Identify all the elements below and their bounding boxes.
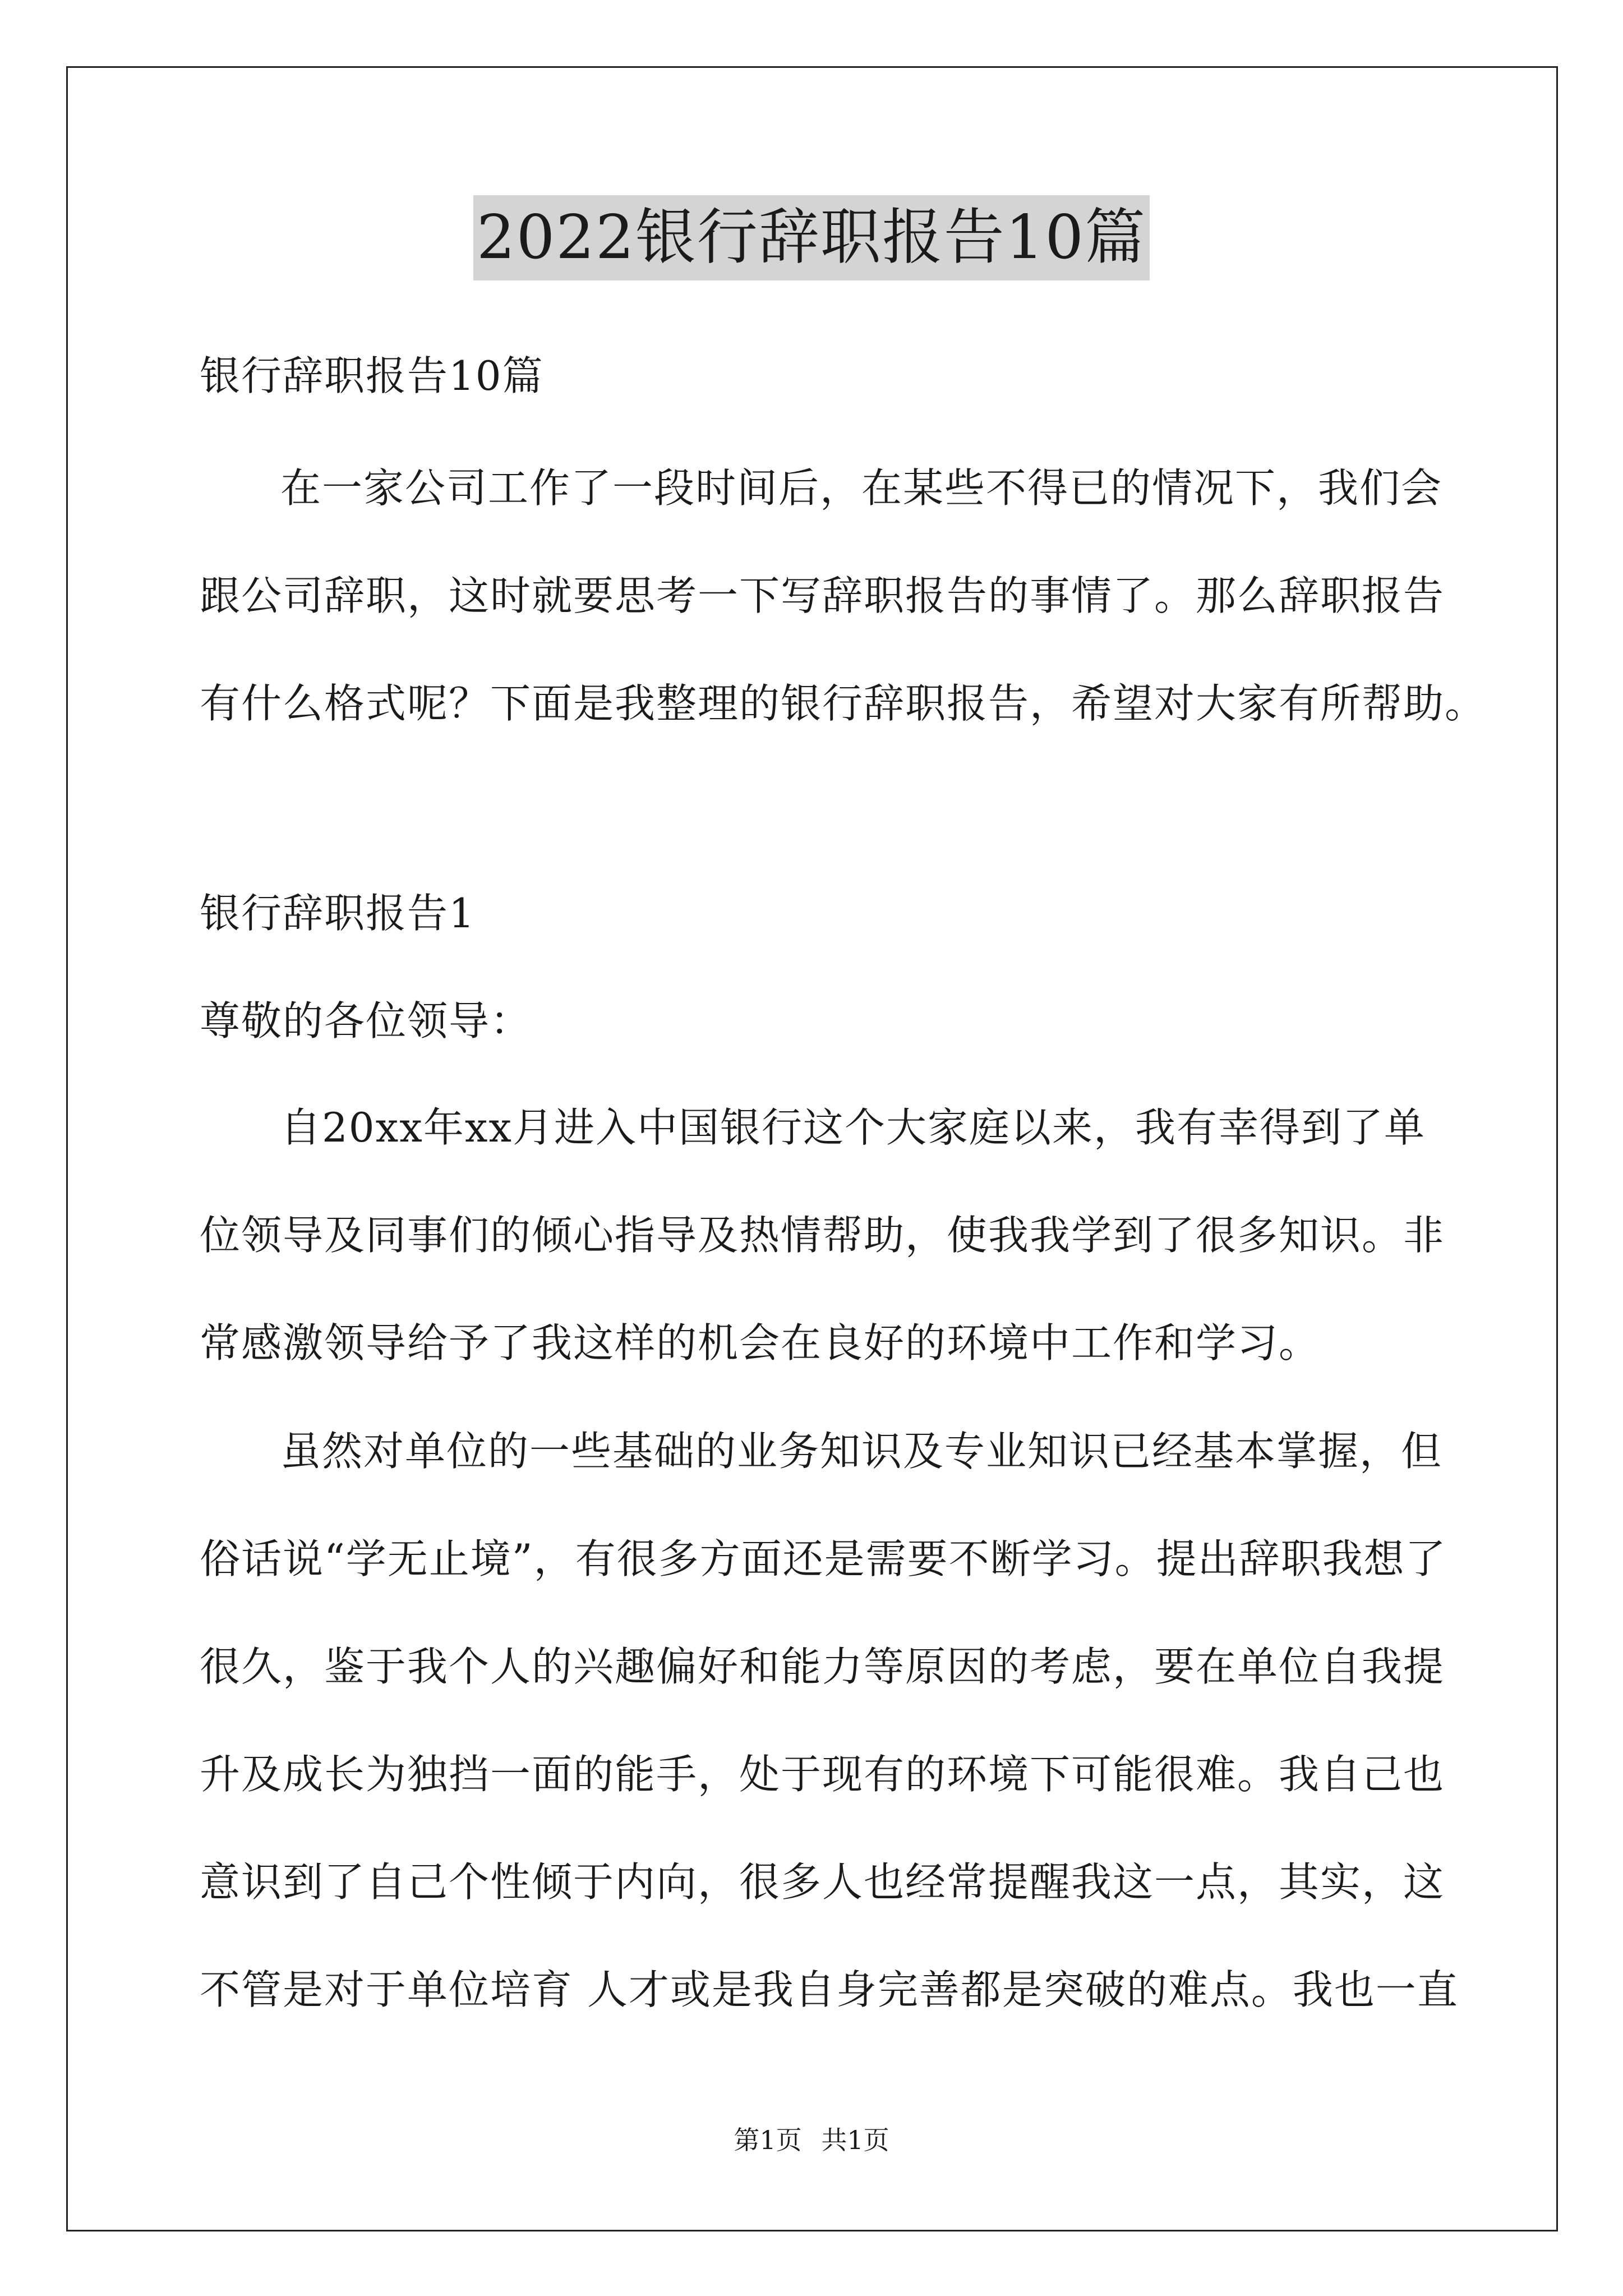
- paragraph-line: 升及成长为独挡一面的能手，处于现有的环境下可能很难。我自己也: [200, 1751, 1445, 1798]
- page-total: 共1页: [821, 2125, 889, 2155]
- paragraph-line: 常感激领导给予了我这样的机会在良好的环境中工作和学习。: [200, 1319, 1321, 1366]
- paragraph-line: 俗话说“学无止境”，有很多方面还是需要不断学习。提出辞职我想了: [200, 1535, 1447, 1582]
- document-title: 2022银行辞职报告10篇: [473, 195, 1150, 280]
- paragraph-line: 意识到了自己个性倾于内向，很多人也经常提醒我这一点，其实，这: [200, 1858, 1445, 1906]
- paragraph-line: 位领导及同事们的倾心指导及热情帮助，使我我学到了很多知识。非: [200, 1212, 1445, 1259]
- salutation: 尊敬的各位领导：: [200, 997, 532, 1045]
- paragraph-line: 很久，鉴于我个人的兴趣偏好和能力等原因的考虑，要在单位自我提: [200, 1643, 1445, 1690]
- intro-line: 在一家公司工作了一段时间后，在某些不得已的情况下，我们会: [280, 464, 1443, 512]
- section-heading: 银行辞职报告1: [200, 890, 476, 937]
- intro-line: 跟公司辞职，这时就要思考一下写辞职报告的事情了。那么辞职报告: [200, 572, 1445, 619]
- paragraph-line: 不管是对于单位培育 人才或是我自身完善都是突破的难点。我也一直: [200, 1966, 1459, 2013]
- page-footer: [0, 2123, 1623, 2157]
- title-wrap: [0, 195, 1623, 280]
- paragraph-line: 虽然对单位的一些基础的业务知识及专业知识已经基本掌握，但: [280, 1428, 1443, 1475]
- page-number: 第1页: [734, 2125, 802, 2155]
- subtitle: 银行辞职报告10篇: [200, 352, 544, 399]
- paragraph-line: 自20xx年xx月进入中国银行这个大家庭以来，我有幸得到了单: [280, 1104, 1426, 1151]
- intro-line: 有什么格式呢？下面是我整理的银行辞职报告，希望对大家有所帮助。: [200, 680, 1487, 727]
